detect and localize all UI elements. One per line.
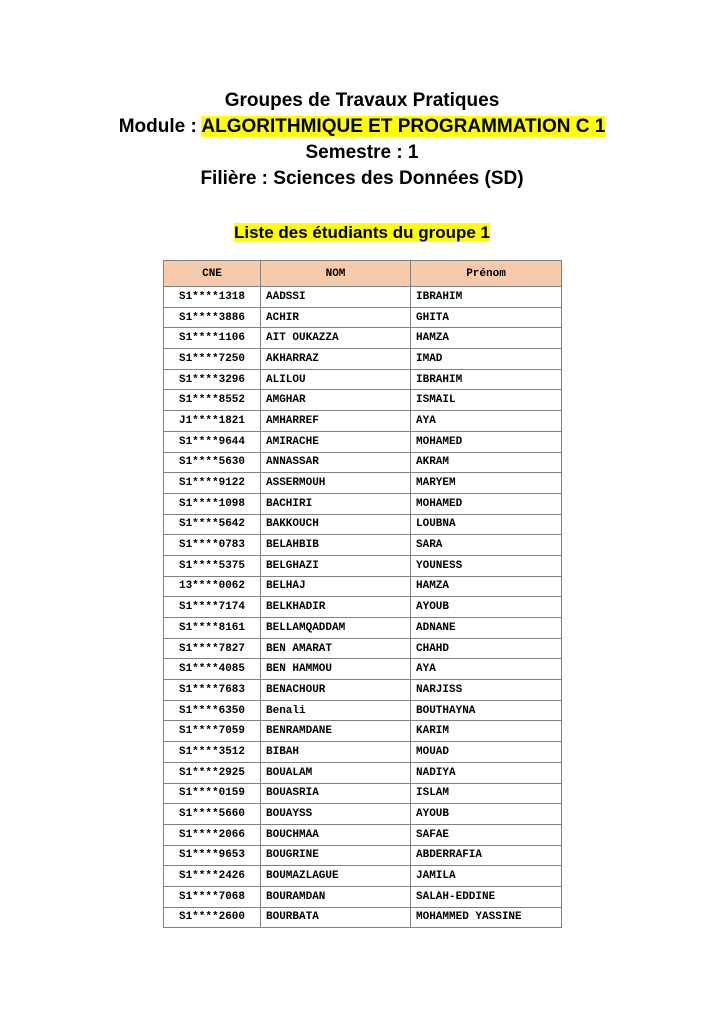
cell-nom: ANNASSAR bbox=[261, 452, 411, 473]
cell-nom: BOUCHMAA bbox=[261, 824, 411, 845]
cell-prenom: CHAHD bbox=[411, 638, 562, 659]
cell-nom: BOURAMDAN bbox=[261, 886, 411, 907]
cell-nom: BOUALAM bbox=[261, 762, 411, 783]
table-row bbox=[164, 886, 562, 907]
cell-cne: S1****2925 bbox=[164, 762, 261, 783]
cell-cne: S1****8161 bbox=[164, 618, 261, 639]
cell-prenom: SALAH-EDDINE bbox=[411, 886, 562, 907]
cell-nom: BAKKOUCH bbox=[261, 514, 411, 535]
cell-cne: S1****2426 bbox=[164, 866, 261, 887]
cell-nom: Benali bbox=[261, 700, 411, 721]
column-header-nom: NOM bbox=[261, 261, 411, 287]
table-row bbox=[164, 783, 562, 804]
table-body bbox=[164, 287, 562, 928]
cell-prenom: NARJISS bbox=[411, 680, 562, 701]
cell-prenom: SARA bbox=[411, 535, 562, 556]
document-title: Groupes de Travaux Pratiques bbox=[224, 90, 500, 111]
group-list-title-text: Liste des étudiants du groupe 1 bbox=[234, 223, 490, 242]
cell-prenom: NADIYA bbox=[411, 762, 562, 783]
cell-nom: BOUAYSS bbox=[261, 804, 411, 825]
cell-prenom: AYA bbox=[411, 659, 562, 680]
cell-cne: J1****1821 bbox=[164, 411, 261, 432]
cell-nom: BOUASRIA bbox=[261, 783, 411, 804]
cell-nom: BOUMAZLAGUE bbox=[261, 866, 411, 887]
cell-cne: S1****7068 bbox=[164, 886, 261, 907]
cell-prenom: IBRAHIM bbox=[411, 369, 562, 390]
cell-cne: S1****4085 bbox=[164, 659, 261, 680]
table-row bbox=[164, 390, 562, 411]
cell-prenom: ABDERRAFIA bbox=[411, 845, 562, 866]
cell-prenom: YOUNESS bbox=[411, 555, 562, 576]
cell-nom: BELGHAZI bbox=[261, 555, 411, 576]
document-header bbox=[0, 88, 724, 192]
cell-prenom: GHITA bbox=[411, 307, 562, 328]
cell-cne: S1****9653 bbox=[164, 845, 261, 866]
filiere-line: Filière : Sciences des Données (SD) bbox=[200, 168, 524, 189]
cell-prenom: BOUTHAYNA bbox=[411, 700, 562, 721]
cell-cne: S1****5660 bbox=[164, 804, 261, 825]
table-row bbox=[164, 514, 562, 535]
table-row bbox=[164, 804, 562, 825]
cell-prenom: HAMZA bbox=[411, 328, 562, 349]
cell-cne: S1****8552 bbox=[164, 390, 261, 411]
cell-nom: BEN AMARAT bbox=[261, 638, 411, 659]
cell-nom: AMHARREF bbox=[261, 411, 411, 432]
cell-cne: S1****1106 bbox=[164, 328, 261, 349]
cell-prenom: ADNANE bbox=[411, 618, 562, 639]
semestre-line: Semestre : 1 bbox=[305, 142, 419, 163]
cell-nom: BOURBATA bbox=[261, 907, 411, 928]
cell-cne: S1****5630 bbox=[164, 452, 261, 473]
cell-prenom: HAMZA bbox=[411, 576, 562, 597]
cell-prenom: JAMILA bbox=[411, 866, 562, 887]
cell-prenom: IMAD bbox=[411, 349, 562, 370]
table-row bbox=[164, 721, 562, 742]
cell-nom: AKHARRAZ bbox=[261, 349, 411, 370]
table-row bbox=[164, 659, 562, 680]
table-row bbox=[164, 328, 562, 349]
table-row bbox=[164, 369, 562, 390]
table-row bbox=[164, 349, 562, 370]
table-row bbox=[164, 576, 562, 597]
cell-cne: S1****9644 bbox=[164, 431, 261, 452]
table-row bbox=[164, 431, 562, 452]
cell-nom: AADSSI bbox=[261, 287, 411, 308]
cell-prenom: AYOUB bbox=[411, 804, 562, 825]
cell-nom: AMIRACHE bbox=[261, 431, 411, 452]
cell-cne: S1****3296 bbox=[164, 369, 261, 390]
cell-cne: S1****7683 bbox=[164, 680, 261, 701]
column-header-prenom: Prénom bbox=[411, 261, 562, 287]
cell-nom: BENACHOUR bbox=[261, 680, 411, 701]
cell-nom: BELKHADIR bbox=[261, 597, 411, 618]
cell-prenom: AKRAM bbox=[411, 452, 562, 473]
cell-nom: BELHAJ bbox=[261, 576, 411, 597]
table-row bbox=[164, 638, 562, 659]
cell-prenom: AYOUB bbox=[411, 597, 562, 618]
cell-cne: S1****7827 bbox=[164, 638, 261, 659]
table-row bbox=[164, 535, 562, 556]
table-row bbox=[164, 762, 562, 783]
cell-nom: ASSERMOUH bbox=[261, 473, 411, 494]
table-row bbox=[164, 452, 562, 473]
cell-cne: S1****6350 bbox=[164, 700, 261, 721]
table-row bbox=[164, 866, 562, 887]
cell-nom: BACHIRI bbox=[261, 493, 411, 514]
cell-nom: BELAHBIB bbox=[261, 535, 411, 556]
table-row bbox=[164, 618, 562, 639]
cell-cne: S1****5375 bbox=[164, 555, 261, 576]
cell-prenom: MARYEM bbox=[411, 473, 562, 494]
cell-prenom: AYA bbox=[411, 411, 562, 432]
module-line bbox=[0, 114, 724, 140]
cell-prenom: MOHAMED bbox=[411, 493, 562, 514]
module-name: ALGORITHMIQUE ET PROGRAMMATION C 1 bbox=[201, 116, 606, 137]
cell-nom: BELLAMQADDAM bbox=[261, 618, 411, 639]
cell-nom: BENRAMDANE bbox=[261, 721, 411, 742]
cell-nom: ALILOU bbox=[261, 369, 411, 390]
cell-prenom: MOUAD bbox=[411, 742, 562, 763]
table-row bbox=[164, 597, 562, 618]
cell-cne: S1****3886 bbox=[164, 307, 261, 328]
table-row bbox=[164, 555, 562, 576]
cell-cne: S1****1318 bbox=[164, 287, 261, 308]
cell-nom: BIBAH bbox=[261, 742, 411, 763]
cell-cne: S1****7250 bbox=[164, 349, 261, 370]
cell-nom: BOUGRINE bbox=[261, 845, 411, 866]
group-list-title bbox=[0, 221, 724, 245]
table-row bbox=[164, 824, 562, 845]
cell-cne: S1****0783 bbox=[164, 535, 261, 556]
cell-cne: 13****0062 bbox=[164, 576, 261, 597]
module-label: Module : bbox=[118, 116, 202, 137]
cell-prenom: ISLAM bbox=[411, 783, 562, 804]
cell-nom: BEN HAMMOU bbox=[261, 659, 411, 680]
cell-cne: S1****5642 bbox=[164, 514, 261, 535]
table-row bbox=[164, 907, 562, 928]
table-row bbox=[164, 473, 562, 494]
students-table bbox=[163, 260, 562, 928]
cell-prenom: LOUBNA bbox=[411, 514, 562, 535]
cell-prenom: MOHAMED bbox=[411, 431, 562, 452]
cell-nom: AMGHAR bbox=[261, 390, 411, 411]
table-row bbox=[164, 845, 562, 866]
cell-cne: S1****7059 bbox=[164, 721, 261, 742]
cell-cne: S1****3512 bbox=[164, 742, 261, 763]
cell-nom: AIT OUKAZZA bbox=[261, 328, 411, 349]
table-row bbox=[164, 287, 562, 308]
cell-prenom: SAFAE bbox=[411, 824, 562, 845]
cell-cne: S1****0159 bbox=[164, 783, 261, 804]
table-row bbox=[164, 411, 562, 432]
table-row bbox=[164, 742, 562, 763]
cell-prenom: MOHAMMED YASSINE bbox=[411, 907, 562, 928]
cell-prenom: ISMAIL bbox=[411, 390, 562, 411]
column-header-cne: CNE bbox=[164, 261, 261, 287]
table-header-row bbox=[164, 261, 562, 287]
cell-nom: ACHIR bbox=[261, 307, 411, 328]
table-row bbox=[164, 493, 562, 514]
table-row bbox=[164, 700, 562, 721]
cell-prenom: IBRAHIM bbox=[411, 287, 562, 308]
cell-cne: S1****1098 bbox=[164, 493, 261, 514]
cell-cne: S1****2066 bbox=[164, 824, 261, 845]
cell-cne: S1****9122 bbox=[164, 473, 261, 494]
table-row bbox=[164, 307, 562, 328]
cell-cne: S1****2600 bbox=[164, 907, 261, 928]
table-row bbox=[164, 680, 562, 701]
cell-prenom: KARIM bbox=[411, 721, 562, 742]
cell-cne: S1****7174 bbox=[164, 597, 261, 618]
